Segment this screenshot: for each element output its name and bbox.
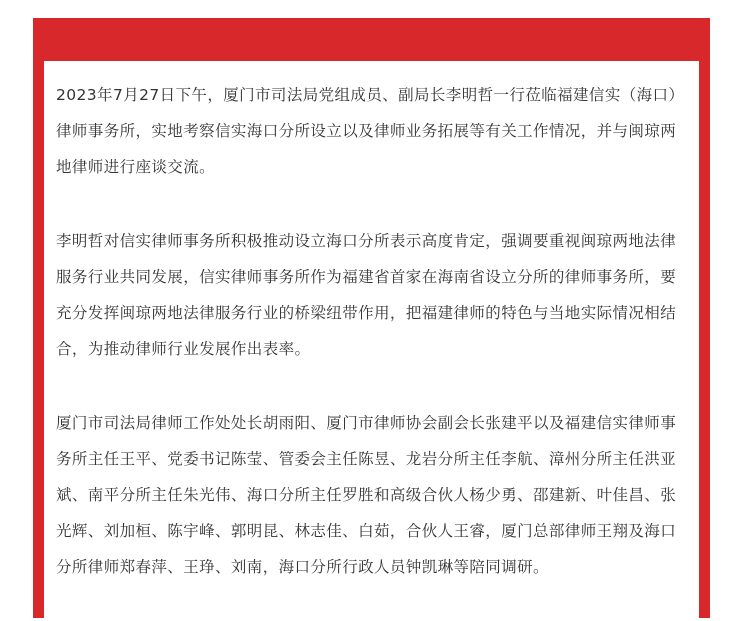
article-body: [44, 61, 699, 621]
red-border-frame: [33, 18, 710, 618]
article-paragraph-2: 李明哲对信实律师事务所积极推动设立海口分所表示高度肯定，强调要重视闽琼两地法律服务行业共同发展，信实律师事务所作为福建省首家在海南省设立分所的律师事务所，要充分发挥闽琼两地法律服务行业的桥梁纽带作用，把福建律师的特色与当地实际情况相结合，为推动律师行业发展作出表率。: [56, 232, 677, 358]
article-paragraph-3: 厦门市司法局律师工作处处长胡雨阳、厦门市律师协会副会长张建平以及福建信实律师事务所主任王平、党委书记陈莹、管委会主任陈昱、龙岩分所主任李航、漳州分所主任洪亚斌、南平分所主任朱光伟、海口分所主任罗胜和高级合伙人杨少勇、邵建新、叶佳昌、张光辉、刘加桓、陈宇峰、郭明昆、林志佳、白茹，合伙人王睿，厦门总部律师王翔及海口分所律师郑春萍、王琤、刘南，海口分所行政人员钟凯琳等陪同调研。: [56, 414, 677, 576]
article-paragraph-1: 2023年7月27日下午，厦门市司法局党组成员、副局长李明哲一行莅临福建信实（海口）律师事务所，实地考察信实海口分所设立以及律师业务拓展等有关工作情况，并与闽琼两地律师进行座谈交流。: [56, 86, 685, 176]
